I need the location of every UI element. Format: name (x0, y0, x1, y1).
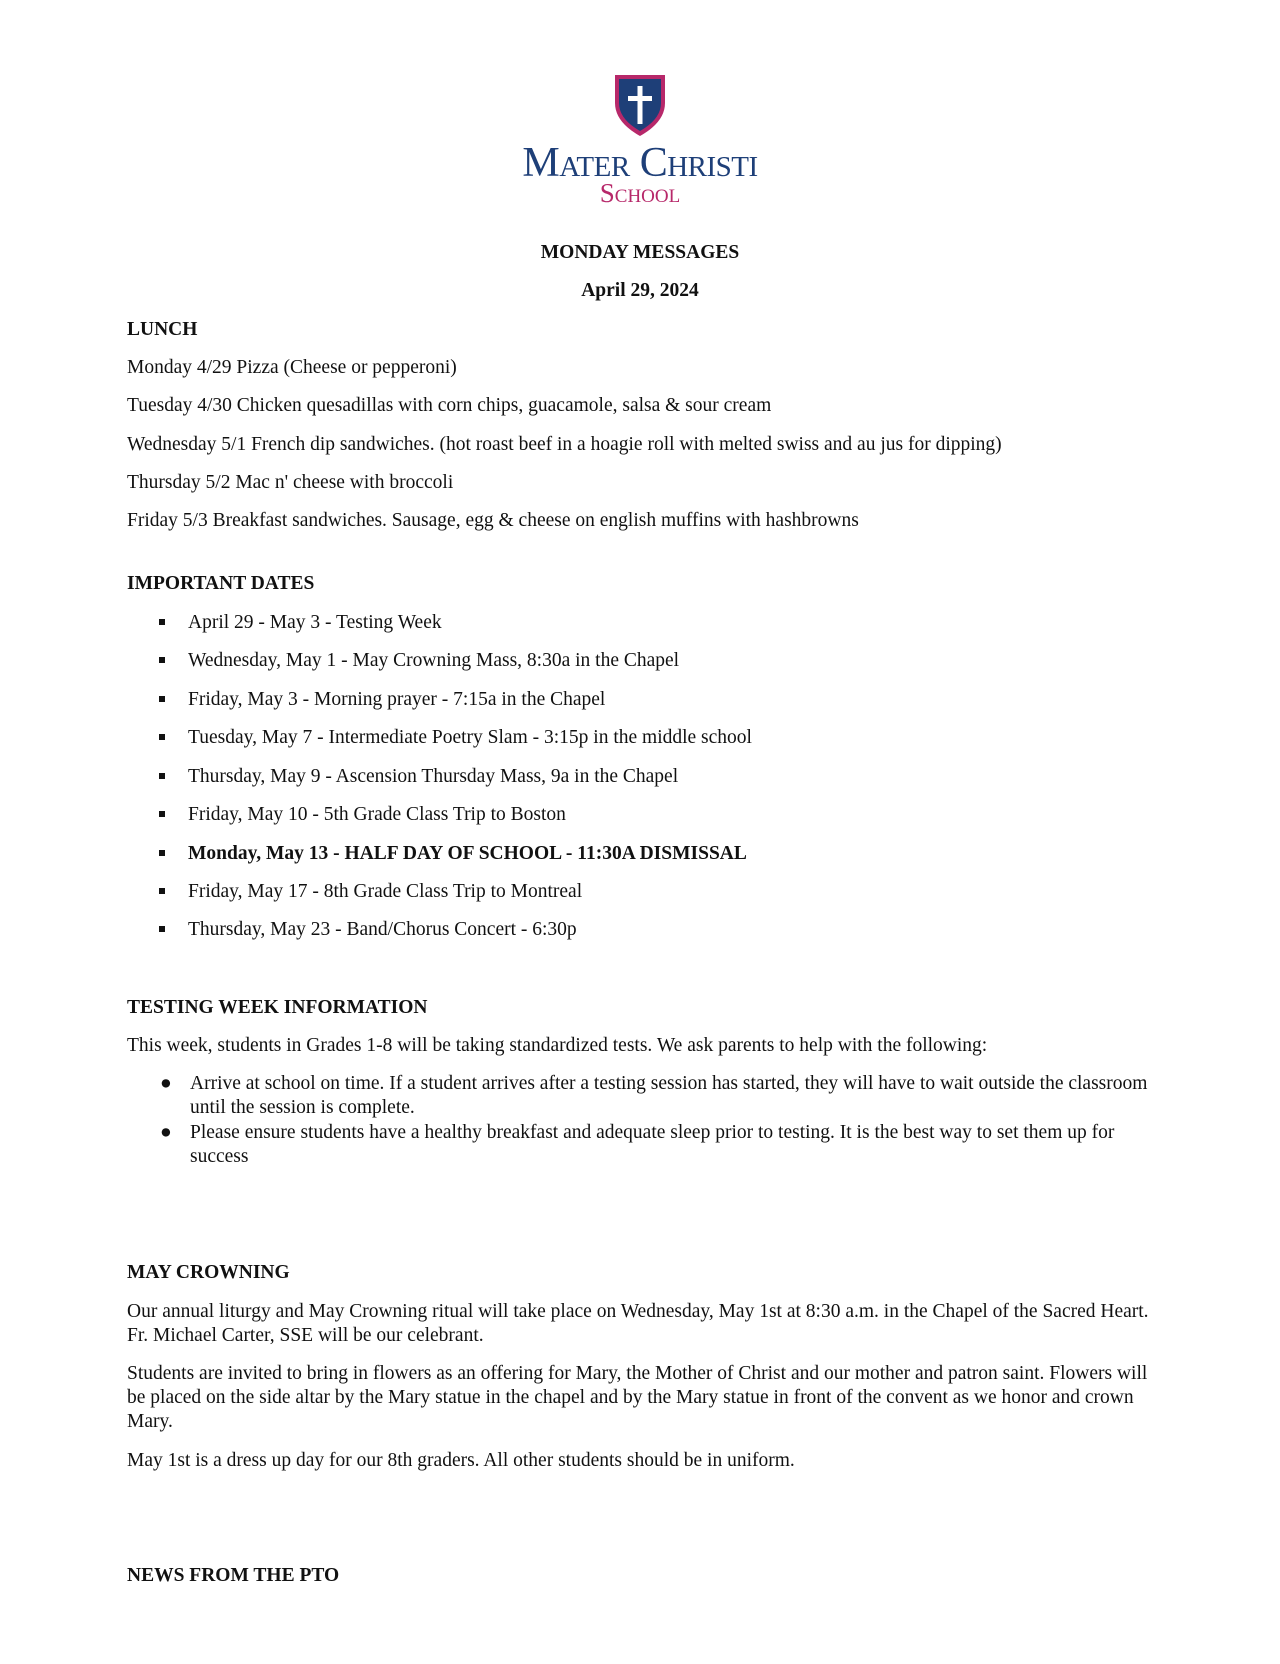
lunch-item: Thursday 5/2 Mac n' cheese with broccoli (127, 472, 454, 493)
square-bullet-icon (159, 734, 165, 740)
lunch-item: Tuesday 4/30 Chicken quesadillas with corn chips, guacamole, salsa & sour cream (127, 395, 772, 416)
date-item: Thursday, May 9 - Ascension Thursday Mass, 9a in the Chapel (157, 765, 678, 789)
date-item: Wednesday, May 1 - May Crowning Mass, 8:30a in the Chapel (157, 649, 679, 673)
may-crowning-paragraph: Students are invited to bring in flowers as an offering for Mary, the Mother of Christ and our mother and patron saint. Flowers will be placed on the side altar by the Mary statue in the chapel and by the Mary statue in front of the convent as we honor and crown Mary. (127, 1363, 1148, 1432)
pto-heading: NEWS FROM THE PTO (127, 1565, 340, 1586)
round-bullet-icon: ● (160, 1073, 172, 1094)
school-logo (500, 70, 780, 210)
square-bullet-icon (159, 926, 165, 932)
logo-subtitle: School (599, 178, 681, 208)
square-bullet-icon (159, 888, 165, 894)
page-date: April 29, 2024 (581, 280, 699, 301)
square-bullet-icon (159, 811, 165, 817)
date-item: Friday, May 17 - 8th Grade Class Trip to Montreal (157, 880, 582, 904)
testing-item: ● Please ensure students have a healthy breakfast and adequate sleep prior to testing. It is the best way to set them up for success (160, 1122, 1115, 1167)
date-item: April 29 - May 3 - Testing Week (157, 611, 442, 635)
may-crowning-paragraph: Our annual liturgy and May Crowning ritual will take place on Wednesday, May 1st at 8:30 a.m. in the Chapel of the Sacred Heart. Fr. Michael Carter, SSE will be our celebrant. (127, 1301, 1149, 1346)
square-bullet-icon (159, 773, 165, 779)
round-bullet-icon: ● (160, 1122, 172, 1143)
important-dates-heading: IMPORTANT DATES (127, 573, 315, 594)
lunch-item: Wednesday 5/1 French dip sandwiches. (hot roast beef in a hoagie roll with melted swiss and au jus for dipping) (127, 434, 1002, 455)
lunch-item: Friday 5/3 Breakfast sandwiches. Sausage, egg & cheese on english muffins with hashbrowns (127, 510, 859, 531)
date-item: Friday, May 10 - 5th Grade Class Trip to Boston (157, 803, 566, 827)
date-item: Friday, May 3 - Morning prayer - 7:15a in the Chapel (157, 688, 605, 712)
logo-title: Mater Christi (522, 140, 758, 186)
testing-intro: This week, students in Grades 1-8 will be taking standardized tests. We ask parents to help with the following: (127, 1035, 988, 1056)
square-bullet-icon (159, 619, 165, 625)
lunch-heading: LUNCH (127, 319, 198, 340)
may-crowning-paragraph: May 1st is a dress up day for our 8th graders. All other students should be in uniform. (127, 1450, 795, 1471)
testing-heading: TESTING WEEK INFORMATION (127, 997, 428, 1018)
date-item: Thursday, May 23 - Band/Chorus Concert - 6:30p (157, 918, 577, 942)
shield-cross-icon (500, 70, 780, 140)
testing-item: ● Arrive at school on time. If a student arrives after a testing session has started, they will have to wait outside the classroom until the session is complete. (160, 1073, 1148, 1118)
date-item-highlight: Monday, May 13 - HALF DAY OF SCHOOL - 11:30A DISMISSAL (157, 842, 747, 866)
page-title: MONDAY MESSAGES (540, 242, 740, 263)
may-crowning-heading: MAY CROWNING (127, 1262, 290, 1283)
date-item: Tuesday, May 7 - Intermediate Poetry Slam - 3:15p in the middle school (157, 726, 752, 750)
square-bullet-icon (159, 696, 165, 702)
square-bullet-icon (159, 850, 165, 856)
square-bullet-icon (159, 657, 165, 663)
lunch-item: Monday 4/29 Pizza (Cheese or pepperoni) (127, 357, 457, 378)
